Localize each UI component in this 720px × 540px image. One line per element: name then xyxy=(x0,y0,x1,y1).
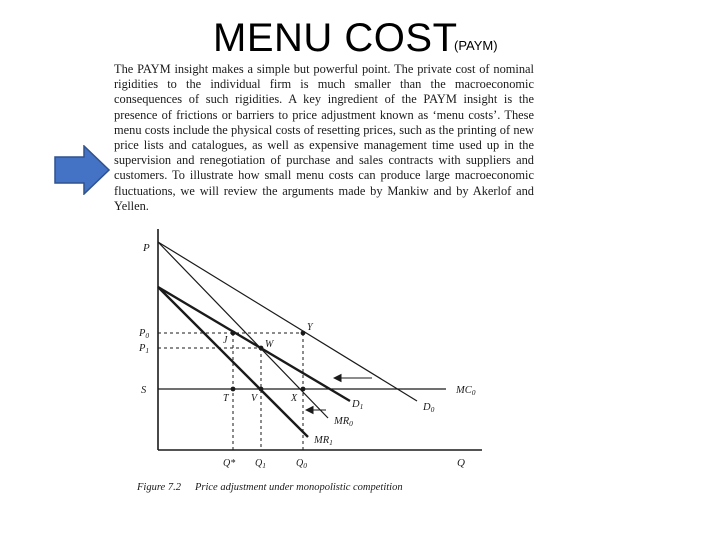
point-t xyxy=(231,387,236,392)
guide-lines xyxy=(158,333,303,450)
mr0-curve xyxy=(158,242,328,418)
point-v xyxy=(259,387,264,392)
label-d0: D0 xyxy=(423,402,435,414)
label-v: V xyxy=(251,393,258,404)
label-p1: P1 xyxy=(139,343,150,355)
x-axis-label: Q xyxy=(457,457,465,469)
label-y: Y xyxy=(307,322,313,333)
price-adjustment-diagram xyxy=(130,225,490,480)
slide-title: MENU COST xyxy=(213,16,458,60)
slide-subtitle: (PAYM) xyxy=(454,38,498,53)
figure-caption xyxy=(137,482,403,493)
point-y xyxy=(301,331,306,336)
right-arrow-icon xyxy=(54,145,110,195)
label-mr0: MR0 xyxy=(334,416,353,428)
point-j xyxy=(231,331,236,336)
label-mr1: MR1 xyxy=(314,435,333,447)
label-p0: P0 xyxy=(139,328,150,340)
y-axis-label: P xyxy=(143,242,150,254)
label-s: S xyxy=(141,385,147,396)
label-j: J xyxy=(223,335,228,346)
label-qstar: Q* xyxy=(223,458,236,469)
label-w: W xyxy=(265,339,274,350)
point-x xyxy=(301,387,306,392)
label-d1: D1 xyxy=(352,399,364,411)
label-x: X xyxy=(291,393,298,404)
excerpt-text: The PAYM insight makes a simple but powerful point. The private cost of nominal rigidities to the individual firm is much smaller than the macroeconomic consequences of such rigidities. A key ingredient of the PAYM insight is the presence of frictions or barriers to price adjustment known as ‘menu costs’. These menu costs include the physical costs of resetting prices, such as the printing of new price lists and catalogues, as well as expensive management time used up in the supervision and renegotiation of purchase and sales contracts with suppliers and customers. To illustrate how small menu costs can produce large macroeconomic fluctuations, we will review the arguments made by Mankiw and by Akerlof and Yellen. xyxy=(114,62,534,213)
label-q1: $Q_1$ xyxy=(255,458,266,470)
label-t: T xyxy=(223,393,229,404)
d0-curve xyxy=(158,242,417,401)
point-w xyxy=(259,346,264,351)
label-q0: $Q_0$ xyxy=(296,458,307,470)
figure-number: Figure 7.2 xyxy=(137,482,181,493)
label-mc0: MC0 xyxy=(456,385,476,397)
figure-caption-text: Price adjustment under monopolistic competition xyxy=(194,482,403,493)
